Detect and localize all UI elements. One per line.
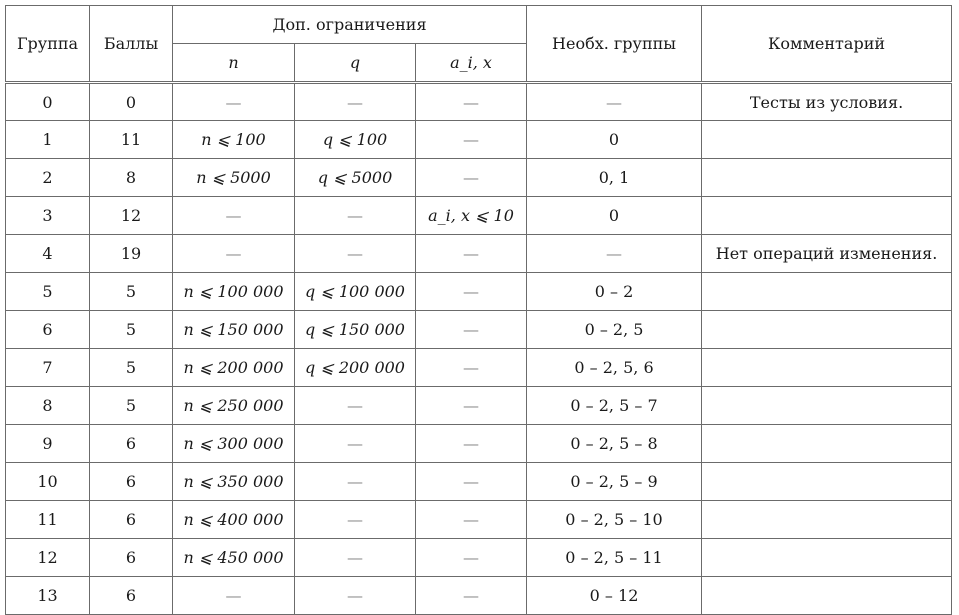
cell-comment bbox=[702, 387, 952, 425]
header-group: Группа bbox=[6, 6, 90, 83]
cell-group: 11 bbox=[6, 501, 90, 539]
cell-n: — bbox=[173, 197, 295, 235]
cell-n: n ⩽ 250 000 bbox=[173, 387, 295, 425]
cell-q: — bbox=[295, 387, 416, 425]
table-row bbox=[6, 463, 952, 501]
cell-group: 5 bbox=[6, 273, 90, 311]
cell-required: 0 – 12 bbox=[527, 577, 702, 615]
table-row bbox=[6, 121, 952, 159]
cell-comment bbox=[702, 311, 952, 349]
cell-required: — bbox=[527, 83, 702, 121]
cell-q: q ⩽ 5000 bbox=[295, 159, 416, 197]
cell-group: 1 bbox=[6, 121, 90, 159]
cell-n: n ⩽ 100 bbox=[173, 121, 295, 159]
cell-points: 11 bbox=[90, 121, 173, 159]
cell-required: 0 – 2, 5 – 9 bbox=[527, 463, 702, 501]
table-row bbox=[6, 83, 952, 121]
cell-q: — bbox=[295, 501, 416, 539]
cell-n: n ⩽ 450 000 bbox=[173, 539, 295, 577]
header-comment: Комментарий bbox=[702, 6, 952, 83]
cell-ax: a_i, x ⩽ 10 bbox=[416, 197, 527, 235]
header-required-groups: Необх. группы bbox=[527, 6, 702, 83]
cell-group: 12 bbox=[6, 539, 90, 577]
cell-q: q ⩽ 100 000 bbox=[295, 273, 416, 311]
cell-points: 5 bbox=[90, 387, 173, 425]
cell-comment bbox=[702, 463, 952, 501]
cell-q: q ⩽ 150 000 bbox=[295, 311, 416, 349]
cell-n: n ⩽ 150 000 bbox=[173, 311, 295, 349]
cell-n: n ⩽ 200 000 bbox=[173, 349, 295, 387]
cell-q: — bbox=[295, 83, 416, 121]
cell-ax: — bbox=[416, 159, 527, 197]
cell-required: 0 – 2, 5 bbox=[527, 311, 702, 349]
header-q: q bbox=[295, 44, 416, 83]
cell-ax: — bbox=[416, 577, 527, 615]
cell-required: 0, 1 bbox=[527, 159, 702, 197]
cell-ax: — bbox=[416, 121, 527, 159]
cell-points: 6 bbox=[90, 577, 173, 615]
cell-required: 0 bbox=[527, 121, 702, 159]
header-n: n bbox=[173, 44, 295, 83]
table-row bbox=[6, 311, 952, 349]
cell-n: n ⩽ 100 000 bbox=[173, 273, 295, 311]
cell-ax: — bbox=[416, 311, 527, 349]
cell-points: 5 bbox=[90, 311, 173, 349]
header-extra-constraints: Доп. ограничения bbox=[173, 6, 527, 44]
cell-required: 0 – 2, 5, 6 bbox=[527, 349, 702, 387]
cell-required: 0 – 2, 5 – 10 bbox=[527, 501, 702, 539]
table-body bbox=[6, 83, 952, 615]
cell-comment: Нет операций изменения. bbox=[702, 235, 952, 273]
cell-required: 0 – 2, 5 – 8 bbox=[527, 425, 702, 463]
cell-n: n ⩽ 350 000 bbox=[173, 463, 295, 501]
cell-points: 5 bbox=[90, 273, 173, 311]
cell-group: 3 bbox=[6, 197, 90, 235]
table-row bbox=[6, 501, 952, 539]
cell-required: 0 – 2, 5 – 11 bbox=[527, 539, 702, 577]
cell-comment bbox=[702, 197, 952, 235]
cell-ax: — bbox=[416, 235, 527, 273]
table-row bbox=[6, 539, 952, 577]
cell-q: — bbox=[295, 463, 416, 501]
cell-required: 0 – 2, 5 – 7 bbox=[527, 387, 702, 425]
header-points: Баллы bbox=[90, 6, 173, 83]
cell-q: — bbox=[295, 577, 416, 615]
cell-comment bbox=[702, 349, 952, 387]
header-ax: a_i, x bbox=[416, 44, 527, 83]
cell-n: — bbox=[173, 577, 295, 615]
cell-required: 0 – 2 bbox=[527, 273, 702, 311]
cell-n: n ⩽ 400 000 bbox=[173, 501, 295, 539]
cell-q: q ⩽ 100 bbox=[295, 121, 416, 159]
cell-comment: Тесты из условия. bbox=[702, 83, 952, 121]
table-row bbox=[6, 273, 952, 311]
cell-points: 12 bbox=[90, 197, 173, 235]
cell-group: 4 bbox=[6, 235, 90, 273]
cell-comment bbox=[702, 159, 952, 197]
cell-n: — bbox=[173, 235, 295, 273]
cell-q: — bbox=[295, 197, 416, 235]
table-row bbox=[6, 577, 952, 615]
cell-ax: — bbox=[416, 425, 527, 463]
cell-comment bbox=[702, 501, 952, 539]
cell-points: 6 bbox=[90, 463, 173, 501]
cell-comment bbox=[702, 273, 952, 311]
cell-q: — bbox=[295, 235, 416, 273]
table-row bbox=[6, 197, 952, 235]
cell-comment bbox=[702, 121, 952, 159]
cell-group: 6 bbox=[6, 311, 90, 349]
cell-q: — bbox=[295, 425, 416, 463]
subtasks-table bbox=[5, 5, 952, 615]
cell-ax: — bbox=[416, 463, 527, 501]
cell-n: n ⩽ 300 000 bbox=[173, 425, 295, 463]
cell-group: 7 bbox=[6, 349, 90, 387]
table-row bbox=[6, 159, 952, 197]
cell-group: 8 bbox=[6, 387, 90, 425]
table-row bbox=[6, 387, 952, 425]
cell-group: 9 bbox=[6, 425, 90, 463]
cell-required: — bbox=[527, 235, 702, 273]
cell-ax: — bbox=[416, 349, 527, 387]
cell-points: 19 bbox=[90, 235, 173, 273]
cell-ax: — bbox=[416, 539, 527, 577]
cell-comment bbox=[702, 425, 952, 463]
cell-n: — bbox=[173, 83, 295, 121]
table-row bbox=[6, 349, 952, 387]
cell-group: 13 bbox=[6, 577, 90, 615]
cell-group: 2 bbox=[6, 159, 90, 197]
cell-q: — bbox=[295, 539, 416, 577]
cell-n: n ⩽ 5000 bbox=[173, 159, 295, 197]
cell-ax: — bbox=[416, 387, 527, 425]
cell-comment bbox=[702, 577, 952, 615]
table-row bbox=[6, 235, 952, 273]
cell-points: 6 bbox=[90, 539, 173, 577]
cell-required: 0 bbox=[527, 197, 702, 235]
cell-q: q ⩽ 200 000 bbox=[295, 349, 416, 387]
cell-ax: — bbox=[416, 273, 527, 311]
cell-ax: — bbox=[416, 501, 527, 539]
cell-comment bbox=[702, 539, 952, 577]
cell-points: 6 bbox=[90, 425, 173, 463]
table-row bbox=[6, 425, 952, 463]
cell-points: 5 bbox=[90, 349, 173, 387]
cell-points: 8 bbox=[90, 159, 173, 197]
cell-ax: — bbox=[416, 83, 527, 121]
cell-group: 10 bbox=[6, 463, 90, 501]
cell-group: 0 bbox=[6, 83, 90, 121]
cell-points: 0 bbox=[90, 83, 173, 121]
cell-points: 6 bbox=[90, 501, 173, 539]
